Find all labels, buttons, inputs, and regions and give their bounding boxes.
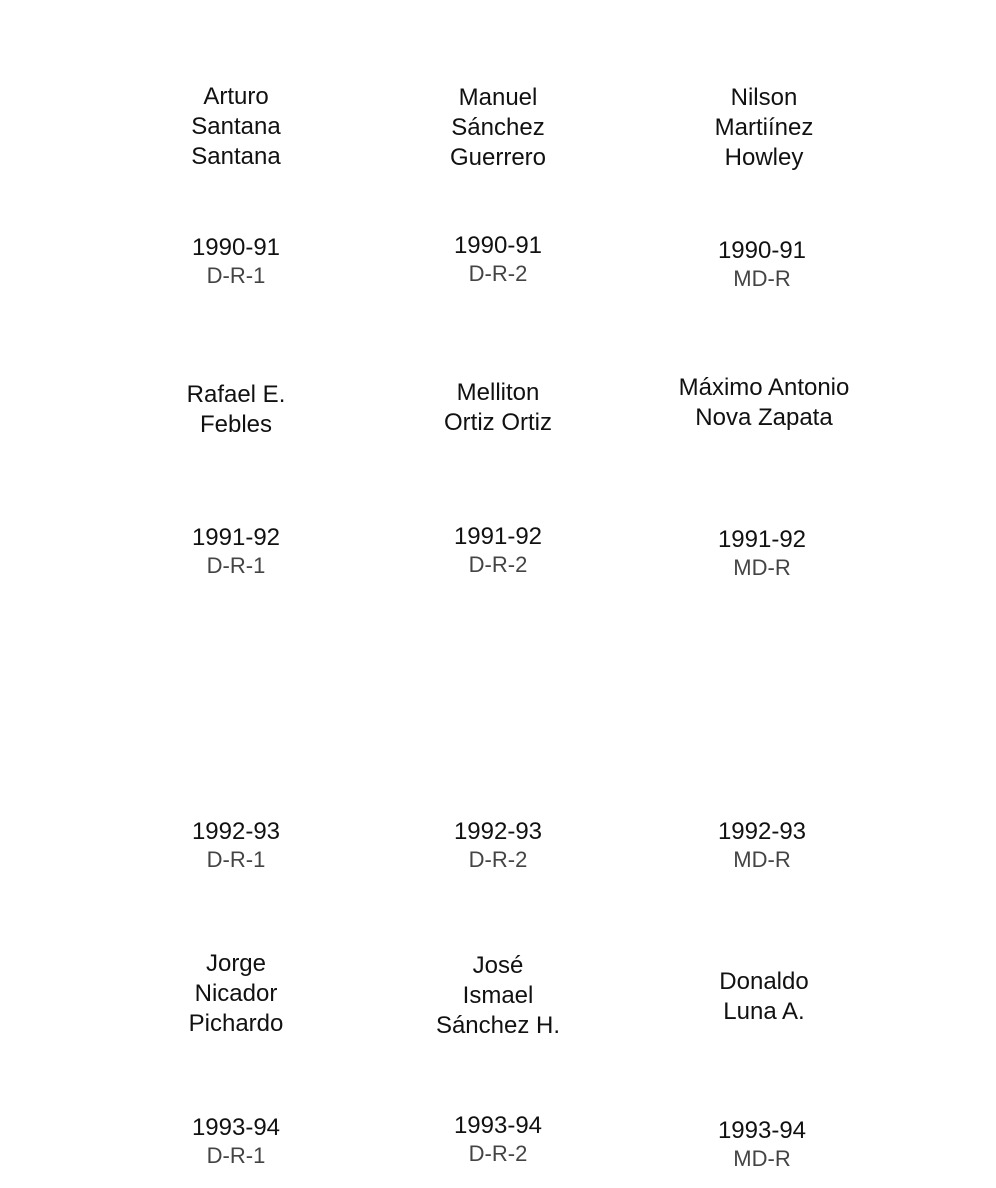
person-name [368,83,628,173]
term-year: 1993-94 [191,1114,281,1141]
term-year: 1991-92 [717,526,807,553]
name-line: Pichardo [188,1010,284,1037]
term-year: 1992-93 [453,818,543,845]
term-block [136,818,336,874]
term-code: D-R-1 [206,263,266,288]
term-code: MD-R [733,555,791,580]
name-line: Martiínez [714,114,814,141]
name-line: Ismael [462,982,534,1009]
term-year: 1991-92 [191,524,281,551]
term-code: D-R-1 [206,847,266,872]
term-code: D-R-2 [468,552,528,577]
person-name [106,82,366,172]
name-line: Arturo [203,83,269,110]
name-line: Manuel [458,84,538,111]
person-name [106,949,366,1039]
term-year: 1991-92 [453,523,543,550]
name-line: Nilson [730,84,798,111]
name-line: Sánchez [451,114,545,141]
term-code: D-R-2 [468,1141,528,1166]
term-block [398,232,598,288]
person-name [634,83,894,173]
term-block [662,818,862,874]
term-year: 1990-91 [453,232,543,259]
term-code: MD-R [733,266,791,291]
person-name [634,373,894,433]
term-code: MD-R [733,847,791,872]
term-block [136,524,336,580]
term-block [398,1112,598,1168]
term-block [136,234,336,290]
term-code: D-R-1 [206,1143,266,1168]
term-block [398,818,598,874]
term-year: 1993-94 [717,1117,807,1144]
term-block [662,1117,862,1173]
term-block [136,1114,336,1170]
term-block [398,523,598,579]
name-line: Sánchez H. [435,1012,561,1039]
name-line: Santana [191,113,281,140]
term-code: D-R-2 [468,261,528,286]
person-name [634,967,894,1027]
name-line: Melliton [456,379,540,406]
term-year: 1992-93 [191,818,281,845]
term-year: 1990-91 [191,234,281,261]
name-line: Guerrero [449,144,547,171]
name-line: Nova Zapata [695,404,833,431]
name-line: Howley [724,144,804,171]
name-line: Rafael E. [186,381,286,408]
term-code: MD-R [733,1146,791,1171]
person-name [368,378,628,438]
person-name [106,380,366,440]
name-line: José [472,952,524,979]
term-block [662,237,862,293]
term-block [662,526,862,582]
name-line: Nicador [194,980,278,1007]
term-year: 1992-93 [717,818,807,845]
term-year: 1990-91 [717,237,807,264]
name-line: Luna A. [723,998,805,1025]
name-line: Donaldo [719,968,809,995]
term-code: D-R-2 [468,847,528,872]
term-code: D-R-1 [206,553,266,578]
name-line: Febles [199,411,273,438]
person-name [368,951,628,1041]
name-line: Jorge [205,950,267,977]
term-year: 1993-94 [453,1112,543,1139]
name-line: Santana [191,143,281,170]
name-line: Máximo Antonio [678,374,850,401]
name-line: Ortiz Ortiz [444,409,552,436]
